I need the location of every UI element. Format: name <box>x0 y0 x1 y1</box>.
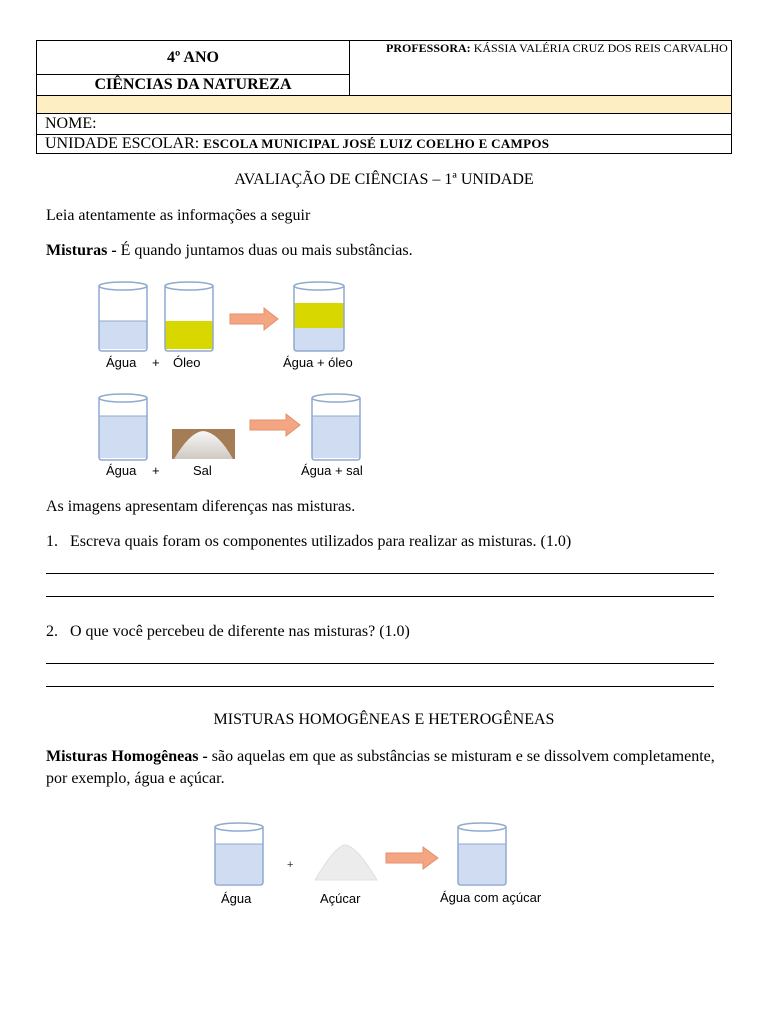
salt-image <box>172 429 235 459</box>
grade-cell: 4º ANO <box>37 41 350 75</box>
arrow-right-icon <box>250 414 300 436</box>
homogeneous-figure <box>205 818 545 888</box>
mixtures-def-text: É quando juntamos duas ou mais substâncias. <box>116 242 413 259</box>
caption-oil: Óleo <box>173 355 201 370</box>
homogeneous-definition <box>46 746 726 790</box>
mixtures-figure <box>90 276 380 486</box>
answer-line[interactable] <box>46 686 714 687</box>
intro-text: Leia atentamente as informações a seguir <box>46 207 311 224</box>
caption-water-1: Água <box>106 355 137 370</box>
homogeneous-term: Misturas Homogêneas - <box>46 748 208 765</box>
teacher-name: KÁSSIA VALÉRIA CRUZ DOS REIS CARVALHO <box>473 41 728 55</box>
answer-line[interactable] <box>46 663 714 664</box>
teacher-cell <box>350 41 731 95</box>
name-label: NOME: <box>45 115 97 132</box>
school-name: ESCOLA MUNICIPAL JOSÉ LUIZ COELHO E CAMPOS <box>203 136 550 151</box>
page-title: AVALIAÇÃO DE CIÊNCIAS – 1ª UNIDADE <box>234 171 534 188</box>
question-1 <box>46 531 571 553</box>
question-2-text: O que você percebeu de diferente nas misturas? (1.0) <box>70 623 410 640</box>
caption-water-3: Água <box>221 891 252 906</box>
school-row <box>45 135 549 153</box>
school-label: UNIDADE ESCOLAR: <box>45 135 200 152</box>
water-sugar-beaker-icon <box>458 823 506 885</box>
caption-plus-1: + <box>152 355 160 370</box>
question-1-text: Escreva quais foram os componentes utilizados para realizar as misturas. (1.0) <box>70 533 572 550</box>
water-salt-beaker-icon <box>312 394 360 460</box>
mixtures-definition <box>46 240 413 262</box>
plus-sign: + <box>287 859 294 871</box>
answer-line[interactable] <box>46 573 714 574</box>
caption-plus-2: + <box>152 463 160 478</box>
caption-salt: Sal <box>193 463 212 478</box>
water-oil-beaker-icon <box>294 282 344 351</box>
sugar-pile-icon <box>315 845 377 880</box>
answer-line[interactable] <box>46 596 714 597</box>
question-2-number: 2. <box>46 623 58 640</box>
teacher-label: PROFESSORA: <box>386 41 471 55</box>
question-2 <box>46 621 410 643</box>
mixtures-term: Misturas - <box>46 242 117 259</box>
caption-water-sugar: Água com açúcar <box>440 890 542 905</box>
oil-beaker-icon <box>165 282 213 351</box>
caption-sugar: Açúcar <box>320 891 361 906</box>
arrow-right-icon <box>386 847 438 869</box>
arrow-right-icon <box>230 308 278 330</box>
header-band <box>37 95 731 114</box>
water-beaker-icon <box>215 823 263 885</box>
observation-text: As imagens apresentam diferenças nas misturas. <box>46 498 356 515</box>
caption-water-salt: Água + sal <box>301 463 363 478</box>
header-table <box>36 40 732 154</box>
question-1-number: 1. <box>46 533 58 550</box>
homogeneous-def-text: são aquelas em que as substâncias se misturam e se dissolvem completamente, por exemplo, água e açúcar. <box>46 748 715 787</box>
water-beaker-icon <box>99 394 147 460</box>
section-title: MISTURAS HOMOGÊNEAS E HETEROGÊNEAS <box>213 711 555 728</box>
water-beaker-icon <box>99 282 147 351</box>
subject-cell: CIÊNCIAS DA NATUREZA <box>37 75 350 95</box>
caption-water-2: Água <box>106 463 137 478</box>
caption-water-oil: Água + óleo <box>283 355 353 370</box>
